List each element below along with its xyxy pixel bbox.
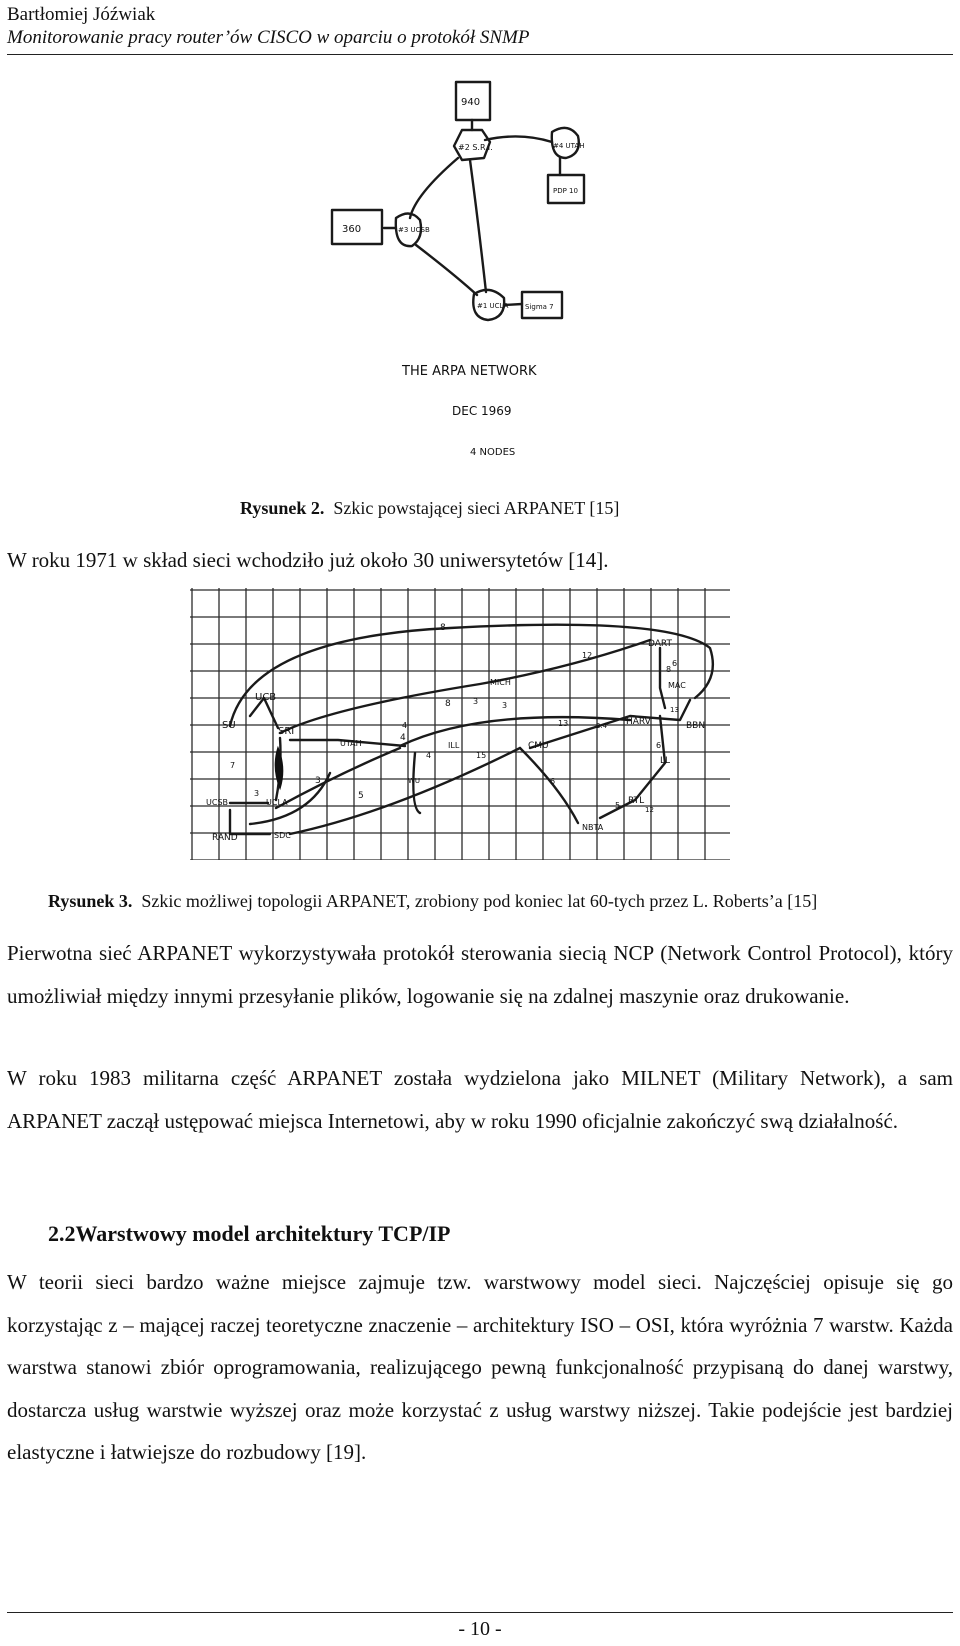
link-sri-utah <box>485 136 552 142</box>
edge-weight: 12 <box>582 651 593 660</box>
node-sdc: SDC <box>274 831 291 840</box>
edge-weight: 3 <box>473 697 479 706</box>
node-ucla: UCLA <box>266 798 288 807</box>
page-number: - 10 - <box>458 1618 502 1640</box>
node-sri: SRI <box>278 726 295 737</box>
running-header <box>7 4 953 50</box>
paragraph-milnet: W roku 1983 militarna część ARPANET została wydzielona jako MILNET (Military Network), a sam ARPANET zaczął ustępować miejsca Internetowi, aby w roku 1990 oficjalnie zakończyć swą działalność. <box>7 1066 953 1133</box>
footer-rule <box>7 1612 953 1613</box>
edge-weight: 8 <box>440 623 446 633</box>
edge-weight: 6 <box>550 777 556 786</box>
text-1971: W roku 1971 w skład sieci wchodziło już około 30 uniwersytetów [14]. <box>7 548 609 572</box>
edge-weight: 3 <box>254 789 260 798</box>
node-bbn: BBN <box>686 721 706 731</box>
edge-weight: 3 <box>502 701 508 710</box>
header-rule <box>7 54 953 55</box>
sketch-title-line: THE ARPA NETWORK <box>402 364 537 379</box>
node-dart: DART <box>648 639 673 649</box>
section-heading: 2.2Warstwowy model architektury TCP/IP <box>48 1221 451 1246</box>
figure3-caption <box>48 890 817 912</box>
link-dart-mac-harv <box>660 648 665 708</box>
figure3-caption-text: Szkic możliwej topologii ARPANET, zrobiony pod koniec lat 60-tych przez L. Roberts’a [15] <box>141 891 818 911</box>
link-sri-ucla <box>470 160 486 292</box>
author-name: Bartłomiej Jóźwiak <box>7 4 156 25</box>
link-sdc-cmu <box>290 748 520 834</box>
edge-weight: 2.4 <box>596 722 608 730</box>
node-ucsb-label: #3 UCSB <box>398 226 430 234</box>
link-cmu-nbta <box>520 748 578 823</box>
edge-weight: 4 <box>402 721 408 730</box>
node-pdp10-label: PDP 10 <box>553 187 578 195</box>
edge-weight: 4 <box>426 751 432 760</box>
node-utah: UTAH <box>340 739 362 748</box>
node-nbta: NBTA <box>582 823 604 832</box>
node-harv: HARV <box>626 717 651 727</box>
node-mich: MICH <box>490 678 511 687</box>
edge-weight: 7 <box>230 761 236 770</box>
node-360-label: 360 <box>342 224 362 235</box>
edge-weight: 15 <box>476 751 487 760</box>
edge-weight: 4 <box>400 733 406 743</box>
link-ucsb-ucla <box>416 245 477 295</box>
edge-weight: 12 <box>645 806 654 814</box>
node-mac: MAC <box>668 681 686 690</box>
node-wu: WU <box>408 777 421 785</box>
link-sri-ucsb <box>410 158 458 218</box>
node-rand: RAND <box>212 833 238 843</box>
figure-arpa-1969 <box>320 70 620 470</box>
edge-weight: 5 <box>615 801 621 810</box>
sketch-nodes-line: 4 NODES <box>470 447 516 458</box>
node-su: SU <box>222 720 236 731</box>
node-sri-label: #2 S.R.I. <box>458 143 493 152</box>
link-sri-dart <box>280 640 650 733</box>
node-rtl: RTL <box>628 796 645 806</box>
figure3-caption-label: Rysunek 3. <box>48 891 133 911</box>
edge-weight: 13 <box>670 706 679 714</box>
figure-arpanet-topology <box>190 588 730 860</box>
node-ucb: UCB <box>255 692 277 703</box>
node-ucsb: UCSB <box>206 798 229 807</box>
node-sigma7-label: Sigma 7 <box>525 303 554 311</box>
node-940-label: 940 <box>461 97 481 108</box>
edge-weight: 6 <box>656 741 662 750</box>
edge-weight: 6 <box>672 659 678 668</box>
edge-weight: 8 <box>445 699 451 709</box>
thesis-title: Monitorowanie pracy router’ów CISCO w oparciu o protokół SNMP <box>7 27 530 48</box>
paragraph-layers: W teorii sieci bardzo ważne miejsce zajmuje tzw. warstwowy model sieci. Najczęściej opisuje się go korzystając z – mającej raczej teoretyczne znaczenie – architektury ISO – OSI, która wyróżnia 7 warstw. Każda warstwa stanowi zbiór oprogramowania, realizującego pewną funkcjonalność przypisaną do danej warstwy, dostarcza usług warstwie wyższej oraz może korzystać z usług warstwy niższej. Takie podejście jest bardziej elastyczne i łatwiejsze do rozbudowy [19]. <box>7 1270 953 1464</box>
arpa-1969-sketch <box>320 70 620 470</box>
node-utah-label: #4 UTAH <box>553 142 585 150</box>
arpanet-topology-sketch <box>190 588 730 860</box>
edge-weight: 8 <box>666 665 672 674</box>
figure2-caption-label: Rysunek 2. <box>240 498 325 518</box>
node-ucla-label: #1 UCLA <box>477 302 509 310</box>
edge-weight: 5 <box>358 791 364 801</box>
figure2-caption-text: Szkic powstającej sieci ARPANET [15] <box>333 498 620 518</box>
edge-weight: 13 <box>558 719 569 728</box>
figure2-caption <box>240 497 619 519</box>
edge-weight: 3 <box>315 776 321 786</box>
sketch-date-line: DEC 1969 <box>452 404 512 418</box>
paragraph-ncp: Pierwotna sieć ARPANET wykorzystywała protokół sterowania siecią NCP (Network Control Protocol), który umożliwiał między innymi przesyłanie plików, logowanie się na zdalnej maszynie oraz drukowanie. <box>7 941 953 1008</box>
link-su-harv <box>230 625 713 726</box>
node-cmu: CMU <box>528 741 549 751</box>
node-ll: LL <box>660 756 671 766</box>
node-ill: ILL <box>448 741 460 750</box>
